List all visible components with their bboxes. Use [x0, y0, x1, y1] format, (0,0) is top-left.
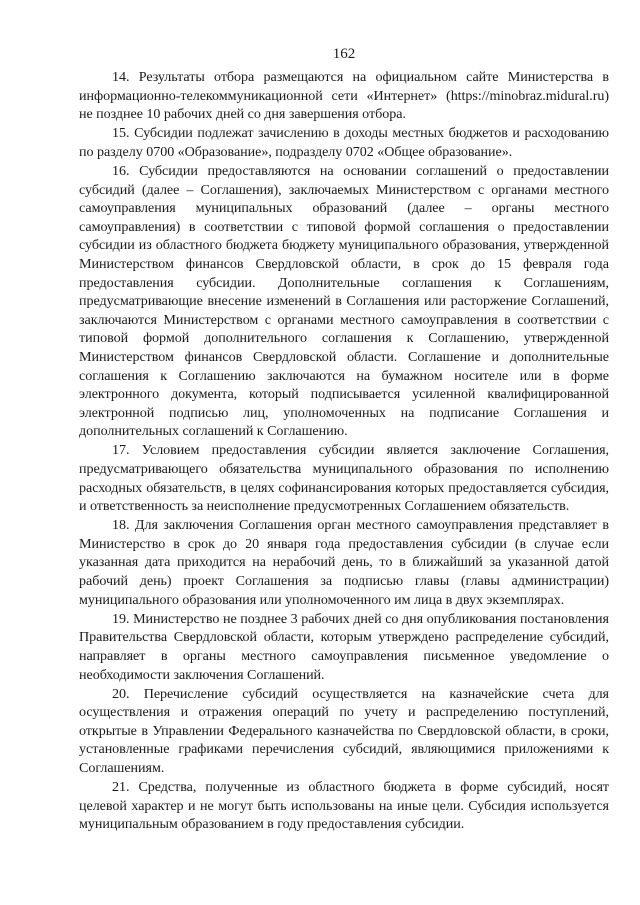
page-number: 162: [332, 46, 356, 62]
paragraph-20: 20. Перечисление субсидий осуществляется на казначейские счета для осуществления и отражения операций по учету и распределению поступлений, открытые в Управлении Федерального казначейства по Свердловской области, в сроки, установленные графиками перечисления субсидий, являющимися приложениями к Соглашениям.: [79, 685, 609, 776]
paragraph-16: 16. Субсидии предоставляются на основании соглашений о предоставлении субсидий (далее – Соглашения), заключаемых Министерством с органами местного самоуправления муниципальных образований (далее – органы местного самоуправления) в соответствии с типовой формой соглашения о предоставлении субсидии из областного бюджета бюджету муниципального образования, утвержденной Министерством финансов Свердловской области, в срок до 15 февраля года предоставления субсидии. Дополнительные соглашения к Соглашениям, предусматривающие внесение изменений в Соглашения или расторжение Соглашений, заключаются Министерством с органами местного самоуправления в соответствии с типовой формой дополнительного соглашения к Соглашению, утвержденной Министерством финансов Свердловской области. Соглашение и дополнительные соглашения к Соглашению заключаются на бумажном носителе или в форме электронного документа, который подписывается усиленной квалифицированной электронной подписью лиц, уполномоченных на подписание Соглашения и дополнительных соглашений к Соглашению.: [79, 162, 609, 440]
paragraph-18: 18. Для заключения Соглашения орган местного самоуправления представляет в Министерство в срок до 20 января года предоставления субсидии (в случае если указанная дата приходится на нерабочий день, то в ближайший за указанной датой рабочий день) проект Соглашения за подписью главы (главы администрации) муниципального образования или уполномоченного им лица в двух экземплярах.: [79, 517, 609, 608]
paragraph-21: 21. Средства, полученные из областного бюджета в форме субсидий, носят целевой характер и не могут быть использованы на иные цели. Субсидия используется муниципальным образованием в году предоставления субсидии.: [79, 779, 609, 833]
paragraph-17: 17. Условием предоставления субсидии является заключение Соглашения, предусматривающего обязательства муниципального образования по исполнению расходных обязательств, в целях софинансирования которых предоставляется субсидия, и ответственность за неисполнение предусмотренных Соглашением обязательств.: [79, 442, 609, 515]
document-body: [79, 68, 609, 834]
paragraph-15: 15. Субсидии подлежат зачислению в доходы местных бюджетов и расходованию по разделу 0700 «Образование», подразделу 0702 «Общее образование».: [79, 125, 609, 160]
paragraph-14: 14. Результаты отбора размещаются на официальном сайте Министерства в информационно-телекоммуникационной сети «Интернет» (https://minobraz.midural.ru) не позднее 10 рабочих дней со дня завершения отбора.: [79, 69, 609, 123]
paragraph-19: 19. Министерство не позднее 3 рабочих дней со дня опубликования постановления Правительства Свердловской области, которым утверждено распределение субсидий, направляет в органы местного самоуправления письменное уведомление о необходимости заключения Соглашений.: [79, 610, 609, 683]
